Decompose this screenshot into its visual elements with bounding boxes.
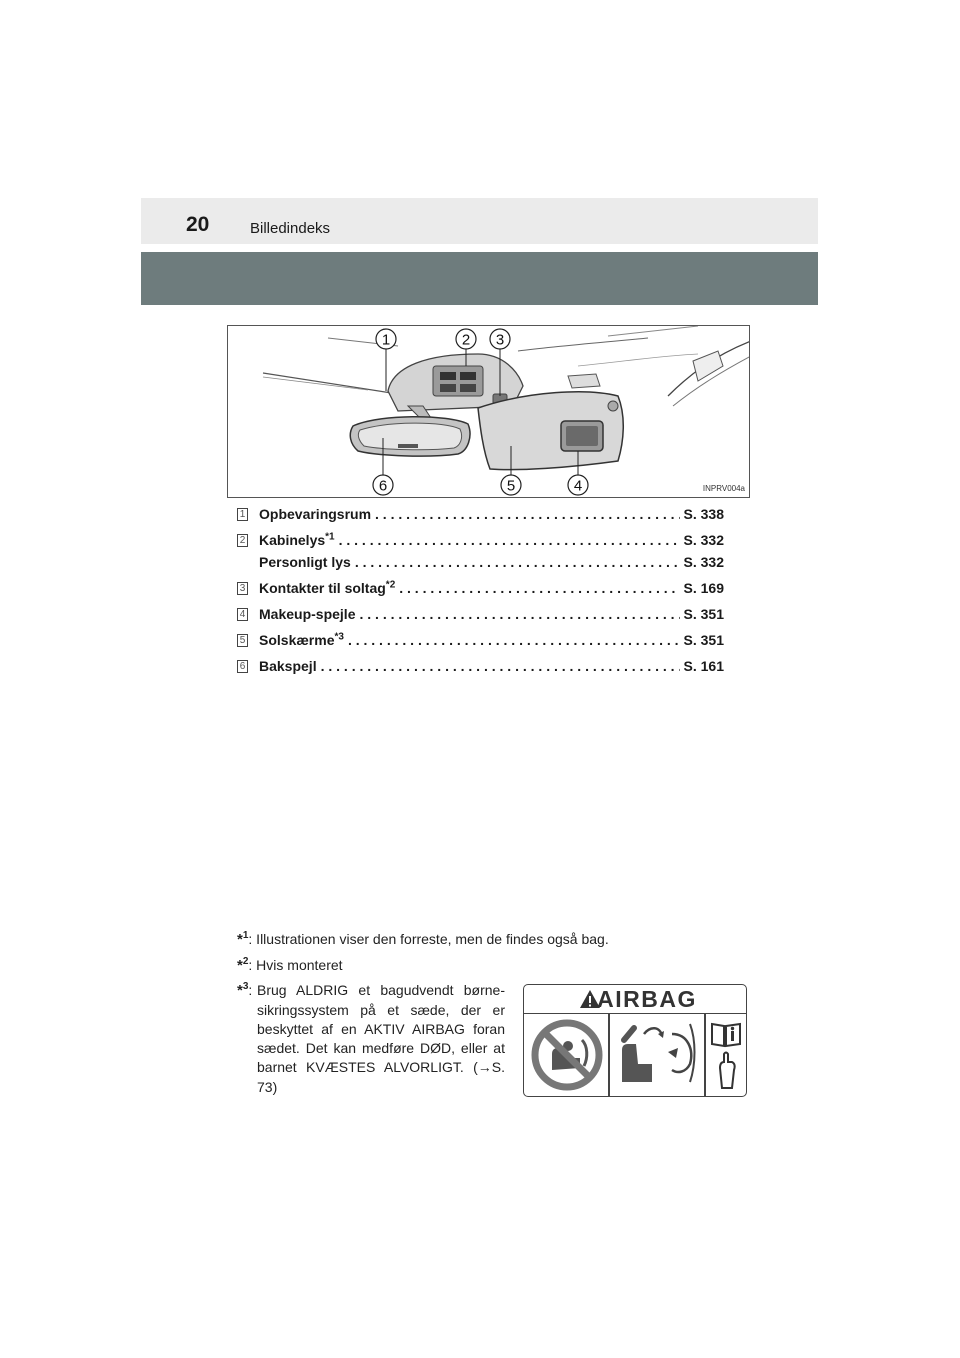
callout-3: 3 — [495, 331, 505, 349]
footnote-text: : Illustrationen viser den forreste, men de findes også bag. — [248, 931, 609, 947]
index-row-vanity-mirrors — [237, 606, 724, 632]
figure-code: INPRV004a — [702, 484, 745, 493]
airbag-label-header — [524, 985, 746, 1014]
page-reference[interactable]: S. 332 — [683, 554, 724, 570]
footnote-marker: *$^2$ — [237, 956, 249, 974]
footnote-ref: *2 — [385, 579, 396, 591]
page-reference[interactable]: S. 161 — [683, 658, 724, 674]
callout-number: 1 — [237, 508, 248, 521]
index-label: Personligt lys — [259, 554, 351, 570]
footnote-3: *$^3$: Brug ALDRIG et bagudvendt børne-sikringssystem på et sæde, der er beskyttet af en AKTIV AIRBAG foran sædet. Det kan medføre DØD, eller at barnet KVÆSTES ALVORLIGT. (→S. 73) — [237, 977, 505, 1097]
footnote-text: : Hvis monteret — [248, 957, 343, 973]
page-number: 20 — [186, 213, 210, 236]
leader-dots — [348, 632, 680, 648]
footnote-marker: *$^3$ — [237, 981, 249, 999]
leader-dots — [359, 606, 679, 622]
callout-5: 5 — [506, 477, 516, 495]
seat-airbag-deploy-icon — [614, 1020, 700, 1092]
leader-dots — [355, 554, 680, 570]
leader-dots — [375, 506, 679, 522]
airbag-title: AIRBAG — [597, 985, 697, 1012]
callout-number: 3 — [237, 582, 248, 595]
section-title: Billedindeks — [250, 220, 331, 237]
index-row-rear-view-mirror — [237, 658, 724, 684]
page-reference[interactable]: S. 332 — [683, 532, 724, 548]
index-row-sunroof-switches — [237, 580, 724, 606]
title-bar — [141, 252, 818, 305]
footnote-ref: *3 — [334, 631, 344, 643]
warning-triangle-icon — [579, 989, 601, 1009]
callout-4: 4 — [573, 477, 583, 495]
callout-2: 2 — [461, 331, 471, 349]
callout-number: 2 — [237, 534, 248, 547]
footnote-1 — [237, 926, 609, 949]
index-row-sun-visors — [237, 632, 724, 658]
index-label: Opbevaringsrum — [259, 506, 372, 522]
index-label: Kontakter til soltag$^{*2}$ — [259, 579, 396, 596]
footnote-text: Brug ALDRIG et bagudvendt børne-sikringssystem på et sæde, der er beskyttet af en AKTIV AIRBAG foran sædet. Det kan medføre DØD, eller at barnet KVÆSTES ALVORLIGT. (→S. 73) — [257, 982, 505, 1095]
index-label: Solskærme$^{*3}$ — [259, 631, 344, 648]
index-row-storage — [237, 506, 724, 532]
footnote-marker: *$^1$ — [237, 930, 249, 948]
read-manual-icon — [710, 1018, 742, 1092]
page-reference[interactable]: S. 351 — [683, 632, 724, 648]
leader-dots — [339, 532, 680, 548]
footnote-ref: *1 — [325, 531, 335, 543]
overhead-console-illustration — [227, 325, 750, 498]
page-reference[interactable]: S. 169 — [683, 580, 724, 596]
index-label: Bakspejl — [259, 658, 317, 674]
page-reference[interactable]: S. 338 — [683, 506, 724, 522]
leader-dots — [321, 658, 680, 674]
callout-6: 6 — [378, 477, 388, 495]
leader-dots — [399, 580, 679, 596]
airbag-warning-label — [523, 984, 747, 1097]
no-rear-facing-child-seat-icon — [530, 1018, 604, 1092]
index-label: Makeup-spejle — [259, 606, 356, 622]
header-band — [141, 198, 818, 244]
callout-number: 5 — [237, 634, 248, 647]
callout-1: 1 — [381, 331, 391, 349]
page-reference[interactable]: S. 351 — [683, 606, 724, 622]
index-list — [237, 506, 724, 684]
callout-number: 4 — [237, 608, 248, 621]
callout-number: 6 — [237, 660, 248, 673]
overhead-console-drawing — [228, 326, 750, 498]
index-row-personal-light — [237, 554, 724, 580]
index-label: Kabinelys$^{*1}$ — [259, 531, 335, 548]
footnote-2 — [237, 952, 343, 975]
airbag-pictograms — [524, 1014, 746, 1096]
